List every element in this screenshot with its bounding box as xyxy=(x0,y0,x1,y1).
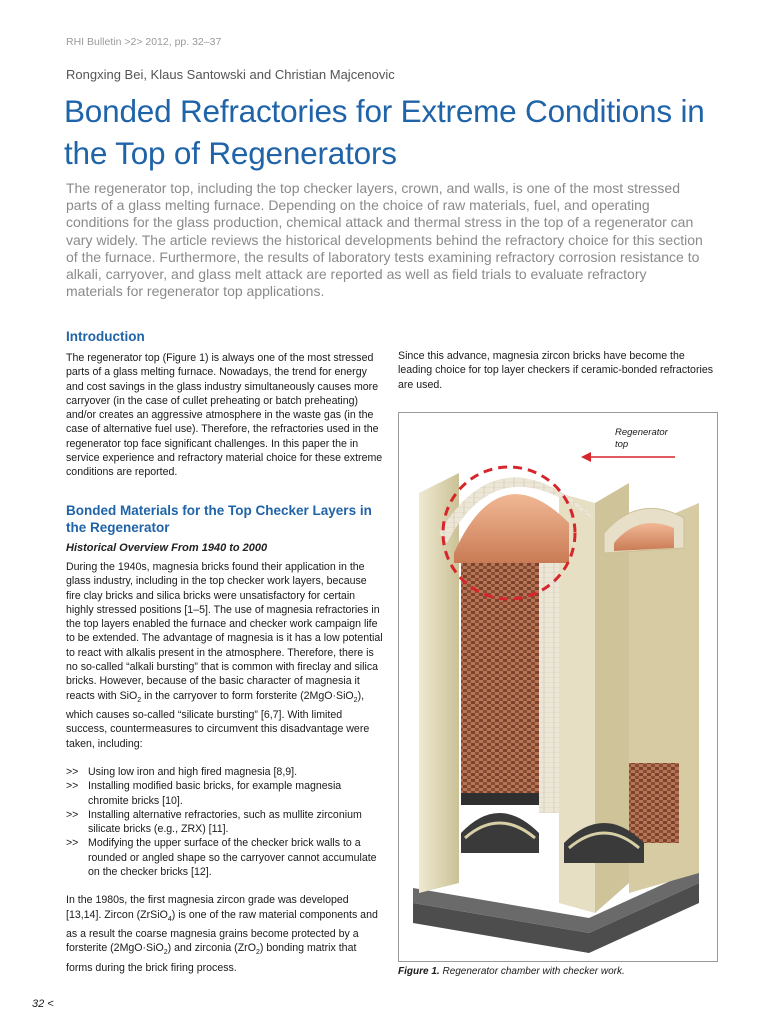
article-title: Bonded Refractories for Extreme Conditions in the Top of Regenerators xyxy=(64,93,705,171)
col2-paragraph: Since this advance, magnesia zircon bricks have become the leading choice for top layer checkers if ceramic-bonded refractories are used. xyxy=(398,350,714,391)
figure-1 xyxy=(398,412,718,962)
intro-heading: Introduction xyxy=(66,329,145,344)
figure-caption: Figure 1. Regenerator chamber with checker work. xyxy=(398,966,625,977)
abstract: The regenerator top, including the top checker layers, crown, and walls, is one of the most stressed parts of a glass melting furnace. Depending on the choice of raw materials, fuel, and operating conditions for the glass production, chemical attack and thermal stress in the top of a regenerator can vary widely. The article reviews the historical developments behind the refractory choice for this section of the furnace. Furthermore, the results of laboratory tests examining refractory corrosion resistance to alkali, carryover, and glass melt attack are reported as well as field trials to evaluate refractory materials for regenerator top applications. xyxy=(66,180,703,300)
history-paragraph-1: During the 1940s, magnesia bricks found their application in the glass industry, including in the top checker work layers, because fire clay bricks and silica bricks were unsatisfactory for certain highly stressed positions [1–5]. The use of magnesia refractories in the top layers enabled the furnace and checker work campaign life to be extended. The advantage of magnesia is it has a low potential to react with alkalis present in the atmosphere. Therefore, there is no so-called “alkali bursting” that is common with fireclay and silica bricks. However, because of the basic character of magnesia it reacts with SiO$_2$ in the carryover to form forsterite (2MgO·SiO$_2$), which causes so-called “silicate bursting” [6,7]. With limited success, countermeasures to circumvent this disadvantage were taken, including: xyxy=(66,561,383,750)
page-number: 32 < xyxy=(32,998,54,1010)
history-subheading: Historical Overview From 1940 to 2000 xyxy=(66,542,268,554)
running-header: RHI Bulletin >2> 2012, pp. 32–37 xyxy=(66,36,222,48)
list-item: >> Installing alternative refractories, such as mullite zirconium silicate bricks (e.g., ZRX) [11]. xyxy=(66,808,362,836)
countermeasure-list xyxy=(66,765,384,879)
list-item: >> Installing modified basic bricks, for example magnesia chromite bricks [10]. xyxy=(66,780,342,807)
annotation-line-2: top xyxy=(615,439,629,450)
bonded-section xyxy=(66,502,384,975)
list-item: >> Using low iron and high fired magnesia [8,9]. xyxy=(66,765,298,778)
bonded-heading: Bonded Materials for the Top Checker Layers in the Regenerator xyxy=(66,503,372,535)
regenerator-illustration xyxy=(399,413,717,961)
authors: Rongxing Bei, Klaus Santowski and Christian Majcenovic xyxy=(66,67,395,82)
annotation-line-1: Regenerator xyxy=(615,427,668,438)
intro-section xyxy=(66,328,384,480)
list-item: >> Modifying the upper surface of the checker brick walls to a rounded or angled shape so the carryover cannot accumulate on the checker bricks [12]. xyxy=(66,837,377,879)
history-paragraph-2: In the 1980s, the first magnesia zircon grade was developed [13,14]. Zircon (ZrSiO$_4$) is one of the raw material components and as a result the coarse magnesia grains become protected by a forsterite (2MgO·SiO$_2$) and zirconia (ZrO$_2$) bonding matrix that forms during the brick firing process. xyxy=(66,894,378,974)
intro-body: The regenerator top (Figure 1) is always one of the most stressed parts of a glass melting furnace. Nowadays, the trend for energy and cost savings in the glass industry simultaneously causes more carryover (in the case of cullet preheating or batch preheating) and/or creates an aggressive atmosphere in the waste gas (in the case of alternative fuel use). Therefore, the refractories used in the regenerator top face significant challenges. In this paper the in service experience and refractory material choice for these extreme conditions are reported. xyxy=(66,352,383,479)
